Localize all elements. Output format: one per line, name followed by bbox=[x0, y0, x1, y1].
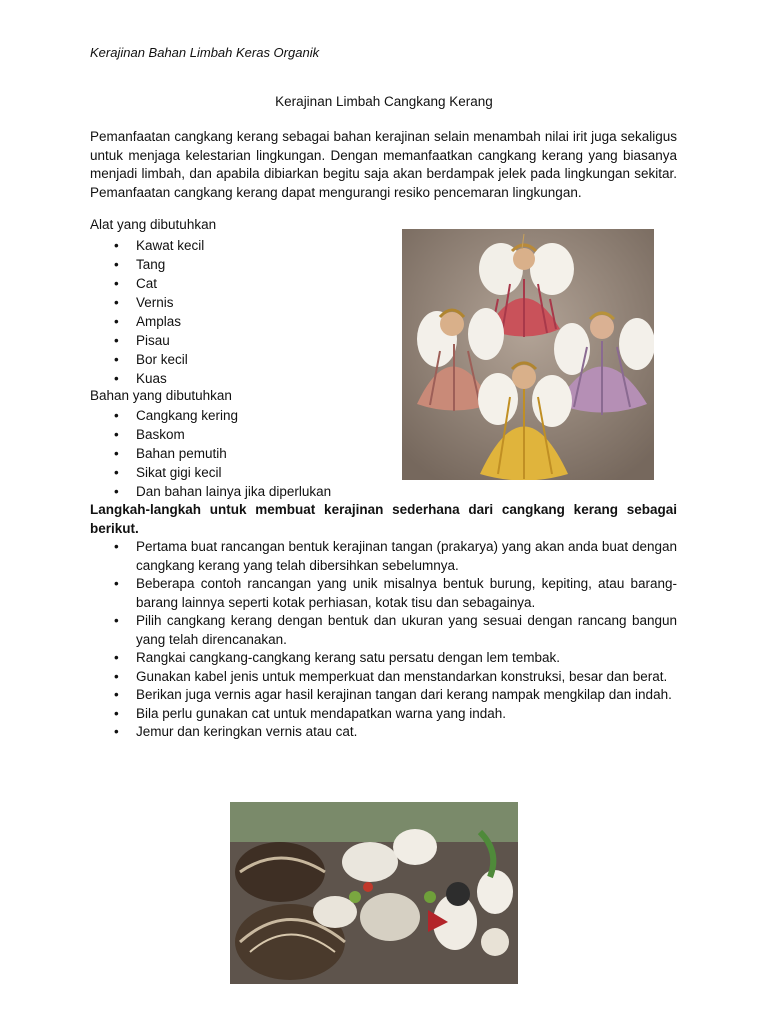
list-item: • Vernis bbox=[90, 293, 204, 312]
list-item: • Rangkai cangkang-cangkang kerang satu persatu dengan lem tembak. bbox=[90, 649, 677, 668]
list-item: • Pisau bbox=[90, 331, 204, 350]
list-item: • Amplas bbox=[90, 312, 204, 331]
list-item: • Berikan juga vernis agar hasil kerajinan tangan dari kerang nampak mengkilap dan indah. bbox=[90, 686, 677, 705]
list-item: • Dan bahan lainya jika diperlukan bbox=[90, 482, 331, 501]
list-item: • Jemur dan keringkan vernis atau cat. bbox=[90, 723, 677, 742]
list-item: • Pilih cangkang kerang dengan bentuk dan ukuran yang sesuai dengan rancang bangun yang telah direncanakan. bbox=[90, 612, 677, 649]
steps-heading: Langkah-langkah untuk membuat kerajinan sederhana dari cangkang kerang sebagai berikut. bbox=[90, 502, 677, 536]
steps-list bbox=[90, 538, 677, 742]
list-item: • Bila perlu gunakan cat untuk mendapatkan warna yang indah. bbox=[90, 705, 677, 724]
list-item: • Baskom bbox=[90, 425, 331, 444]
list-item: • Kuas bbox=[90, 369, 204, 388]
list-item: • Bor kecil bbox=[90, 350, 204, 369]
materials-label: Bahan yang dibutuhkan bbox=[90, 388, 232, 403]
list-item: • Tang bbox=[90, 255, 204, 274]
shell-angels-illustration bbox=[402, 229, 654, 480]
list-item: • Cat bbox=[90, 274, 204, 293]
list-item: • Cangkang kering bbox=[90, 406, 331, 425]
shell-angel-ornaments-photo bbox=[402, 229, 654, 480]
tools-label: Alat yang dibutuhkan bbox=[90, 217, 217, 232]
list-item: • Sikat gigi kecil bbox=[90, 463, 331, 482]
intro-paragraph: Pemanfaatan cangkang kerang sebagai bahan kerajinan selain menambah nilai irit juga sekaligus untuk menjaga kelestarian lingkungan. Dengan memanfaatkan cangkang kerang yang biasanya menjadi limbah, dan apabila dibiarkan begitu saja akan berdampak jelek pada lingkungan sekitar. Pemanfaatan cangkang kerang dapat mengurangi resiko pencemaran lingkungan. bbox=[90, 129, 677, 200]
list-item: • Beberapa contoh rancangan yang unik misalnya bentuk burung, kepiting, atau barang-barang lainnya seperti kotak perhiasan, kotak tisu dan sebagainya. bbox=[90, 575, 677, 612]
list-item: • Kawat kecil bbox=[90, 236, 204, 255]
tools-list bbox=[90, 236, 204, 388]
materials-list bbox=[90, 406, 331, 501]
list-item: • Bahan pemutih bbox=[90, 444, 331, 463]
list-item: • Pertama buat rancangan bentuk kerajinan tangan (prakarya) yang akan anda buat dengan cangkang kerang yang telah dibersihkan sebelumnya. bbox=[90, 538, 677, 575]
shell-crafts-photo bbox=[230, 802, 518, 984]
document-header: Kerajinan Bahan Limbah Keras Organik bbox=[90, 45, 320, 60]
list-item: • Gunakan kabel jenis untuk memperkuat dan menstandarkan konstruksi, besar dan berat. bbox=[90, 668, 677, 687]
page-title: Kerajinan Limbah Cangkang Kerang bbox=[275, 94, 493, 109]
shell-crafts-illustration bbox=[230, 802, 518, 984]
